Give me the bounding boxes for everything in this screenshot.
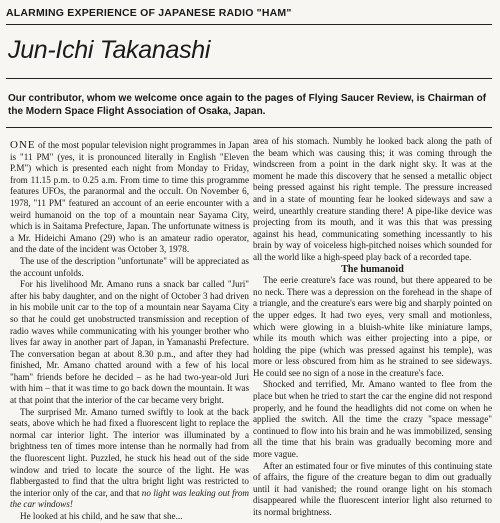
paragraph: For his livelihood Mr. Amano runs a snack bar called "Juri" after his baby daughter, and on the night of October 3 had driven in his mobile unit car to the top of a mountain near Sayama City so that he could get unobstructed transmission and reception of radio waves while communicating with his younger brother who lives far away in another part of Japan, in Yamanashi Prefecture. The conversation began at about 8.30 p.m., and after they had finished, Mr. Amano chatted around with a few of his local "ham" friends before he decided – as he had two-year-old Juri with him – that it was time to go back down the mountain. It was at that point that the interior of the car became very bright. [10, 279, 249, 406]
author-name: Jun-Ichi Takanashi [8, 36, 211, 64]
paragraph: He looked at his child, and he saw that she... [20, 511, 183, 521]
subheading: The humanoid [341, 263, 404, 275]
paragraph: area of his stomach. Numbly he looked back along the path of the beam which was causing this; it was coming through the windscreen from a point in the dark night sky. It was at the moment he made this discovery that he sensed a metallic object being pressed against his right temple. The pressure increased and in a state of mounting fear he looked sideways and saw a weird, unearthly creature standing there! A pipe-like device was projecting from its mouth, and it was this that was pressing against his head, communicating something incessantly to his brain by way of voiceless high-pitched noises which sounded for all the world like a high-speed play back of a recorded tape. [253, 136, 492, 262]
paragraph: Shocked and terrified, Mr. Amano wanted to flee from the place but when he tried to start the car the engine did not respond properly, and he found the headlights did not come on when he applied the switch. All the time the crazy "space message" continued to flow into his brain and he was immobilized, sensing all the time that his brain was gradually becoming more and more vague. [253, 379, 492, 460]
paragraph: After an estimated four or five minutes of this continuing state of affairs, the figure of the creature began to dim out gradually until it had vanished; the round orange light on his stomach disappeared while the fluorescent interior light also returned to its normal brightness. [253, 460, 492, 517]
right-column [253, 136, 492, 517]
intro-paragraph: Our contributor, whom we welcome once again to the pages of Flying Saucer Review, is Chairman of the Modern Space Flight Association of Osaka, Japan. [8, 93, 487, 117]
paragraph: The eerie creature's face was round, but there appeared to be no neck. There was a depression on the forehead in the shape of a triangle, and the creature's ears were big and sharply pointed on the upper edges. It had two eyes, very small and motionless, which were glowing in a bluish-white like miniature lamps, while its mouth which was either projecting into a pipe, or holding the pipe (which was pressed against his temple), was more or less obscured from him as he strained to see sideways. He could see no sign of a nose in the creature's face. [253, 275, 492, 378]
paragraph: ONE of the most popular television night programmes in Japan is "11 PM" (yes, it is pronounced literally in English "Eleven P.M") which is presented each night from Monday to Friday, from 11.15 p.m. to 0.25 a.m. From time to time this programme features UFOs, the paranormal and the occult. On November 6, 1978, "11 PM" featured an account of an eerie encounter with a weird humanoid on the top of a mountain near Sayama City, which is in Saitama Prefecture, Japan. The unfortunate witness is a Mr. Hideichi Amano (29) who is an amateur radio operator, and the date of the incident was October 3, 1978. [10, 139, 249, 255]
paragraph: The use of the description "unfortunate" will be appreciated as the account unfolds. [10, 255, 249, 278]
top-rule [6, 24, 492, 25]
intro-rule [6, 127, 492, 128]
left-column [10, 139, 250, 521]
article-kicker: ALARMING EXPERIENCE OF JAPANESE RADIO "HAM" [6, 7, 292, 19]
paragraph: The surprised Mr. Amano turned swiftly to look at the back seats, above which he had fixed a fluorescent light to replace the normal car interior light. The interior was illuminated by a brightness ten of times more intense than he normally had from the fluorescent light. Puzzled, he stuck his head out of the side window and tried to locate the source of the light. He was flabbergasted to find that the ultra bright light was restricted to the interior only of the car, and that no light was leaking out from the car windows! [10, 406, 250, 510]
lead-caps: ONE [10, 139, 36, 151]
author-rule [6, 78, 492, 79]
